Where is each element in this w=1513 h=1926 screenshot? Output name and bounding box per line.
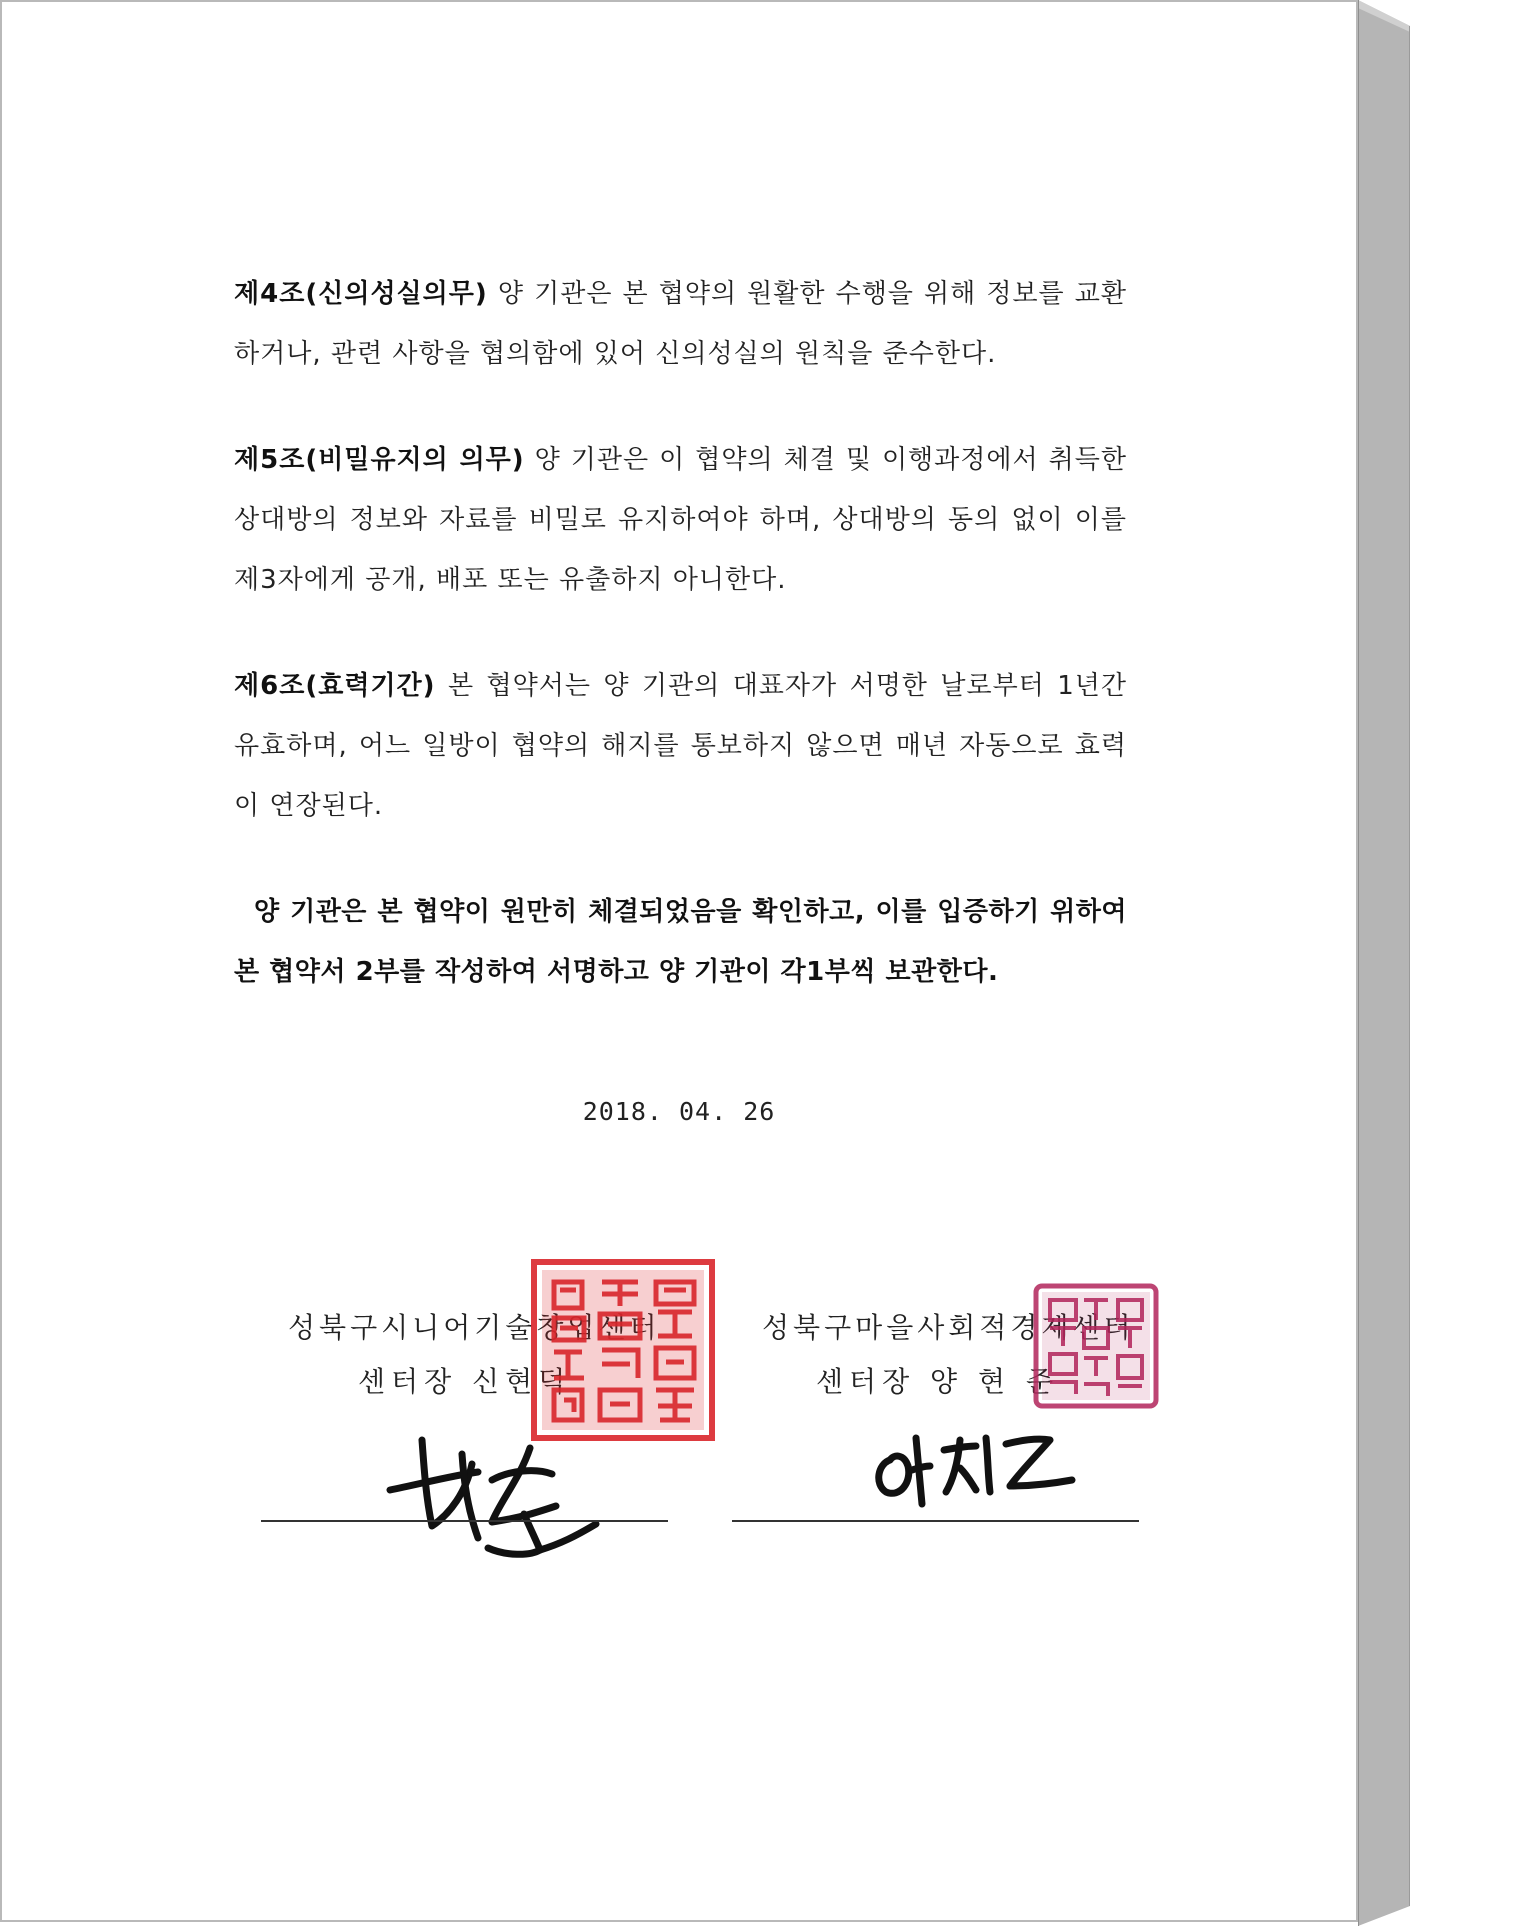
right-representative: 센터장 양 현 준 <box>816 1365 1059 1398</box>
article-text: 본 협약서는 양 기관의 대표자가 서명한 날로부터 1년간 유효하며, 어느 일방이 협약의 해지를 통보하지 않으면 매년 자동으로 효력이 연장된다. <box>234 671 1127 821</box>
article-4 <box>234 264 1127 384</box>
right-signature-line <box>732 1520 1139 1522</box>
article-text: 양 기관은 본 협약의 원활한 수행을 위해 정보를 교환하거나, 관련 사항을 협의함에 있어 신의성실의 원칙을 준수한다. <box>234 279 1127 369</box>
left-seal <box>530 1258 716 1442</box>
page-spine <box>1358 0 1410 1926</box>
article-heading: 제6조(효력기간) <box>234 671 436 701</box>
left-organization: 성북구시니어기술창업센터 <box>288 1311 661 1344</box>
article-6 <box>234 656 1127 836</box>
right-signature <box>860 1420 1090 1520</box>
signing-date: 2018. 04. 26 <box>582 1097 776 1126</box>
left-signature <box>380 1418 610 1558</box>
left-signature-line <box>261 1520 668 1522</box>
closing-text: 양 기관은 본 협약이 원만히 체결되었음을 확인하고, 이를 입증하기 위하여 본 협약서 2부를 작성하여 서명하고 양 기관이 각1부씩 보관한다. <box>234 897 1127 987</box>
article-heading: 제4조(신의성실의무) <box>234 279 488 309</box>
left-representative: 센터장 신현덕 <box>358 1365 572 1398</box>
article-5 <box>234 430 1127 610</box>
document-body <box>234 264 1127 1002</box>
article-text: 양 기관은 이 협약의 체결 및 이행과정에서 취득한 상대방의 정보와 자료를 비밀로 유지하여야 하며, 상대방의 동의 없이 이를 제3자에게 공개, 배포 또는 유출하지 아니한다. <box>234 445 1127 595</box>
article-heading: 제5조(비밀유지의 의무) <box>234 445 525 475</box>
right-seal <box>1032 1282 1160 1410</box>
closing-statement <box>234 882 1127 1002</box>
right-organization: 성북구마을사회적경제센터 <box>762 1311 1135 1344</box>
